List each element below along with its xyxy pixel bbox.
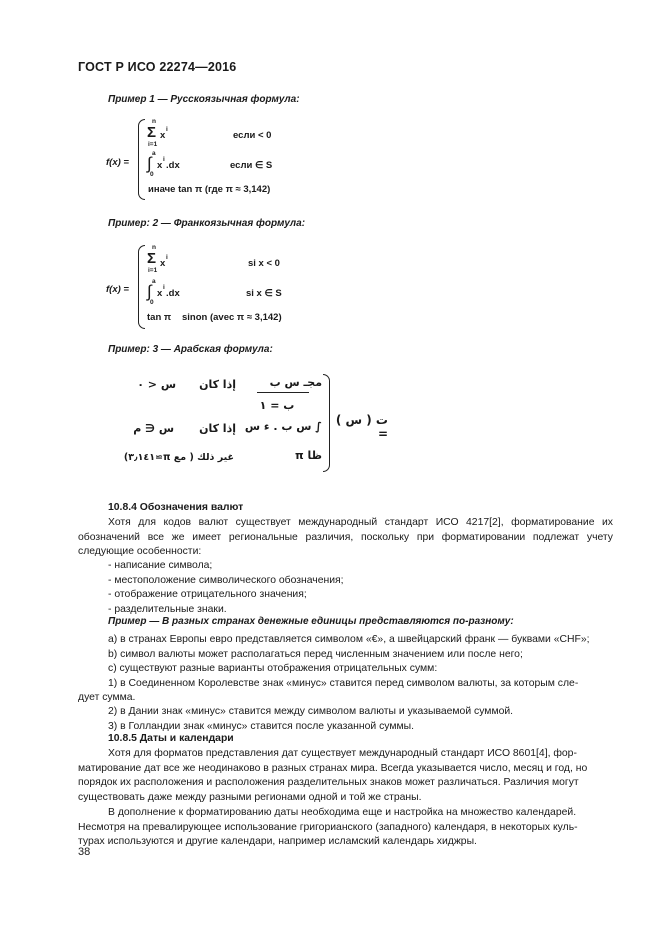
example3-r2-cond: إذا كان (199, 422, 236, 435)
section-1085-paragraph-2 (78, 806, 618, 850)
text-line: В дополнение к форматированию даты необходима еще и настройка на множество календарей. (108, 807, 577, 818)
example2-row3-sinon: sinon (avec π ≈ 3,142) (182, 312, 282, 323)
text-line: порядок их расположения и расположения разделительных знаков может различаться. Различия могут (78, 777, 579, 789)
example1-row1-expr: x (160, 130, 166, 141)
section-1085-title: 10.8.5 Даты и календари (108, 733, 234, 744)
example2-row2-cond: si x ∈ S (246, 288, 282, 299)
list-item: - местоположение символического обозначения; (108, 574, 344, 586)
example1-sum-symbol: Σ (147, 124, 157, 141)
example1-row2-cond: если ∈ S (230, 160, 273, 171)
example2-sum-bottom: i=1 (148, 267, 158, 274)
example3-r3-expr: ظا π (294, 449, 322, 462)
example1-row1-cond: если < 0 (233, 130, 272, 141)
section-1084-example: Пример — В разных странах денежные единицы представляются по-разному: (108, 616, 514, 627)
section-1084-title: 10.8.4 Обозначения валют (108, 502, 244, 513)
list-item: 1) в Соединенном Королевстве знак «минус» ставится перед символом валюты, за которым сле- (108, 677, 579, 689)
example2-row1-sup: i (166, 254, 168, 261)
example3-r1-rel: س < ٠ (137, 378, 176, 391)
list-item: b) символ валюты может располагаться перед численным значением или после него; (108, 648, 523, 660)
list-item-continued: дует сумма. (78, 692, 136, 703)
example2-row2-tail: .dx (166, 288, 180, 299)
example2-row3-tan: tan π (147, 312, 172, 323)
list-item: - написание символа; (108, 560, 213, 571)
example1-row2-sup: i (163, 156, 165, 163)
section-1085-paragraph-1 (78, 747, 618, 805)
text-line: Хотя для форматов представления дат существует международный стандарт ИСО 8601[4], фор- (108, 748, 577, 759)
example2-row1-expr: x (160, 258, 166, 269)
example3-r2-expr: ∫ س ب . ء س (244, 420, 322, 433)
example1-integral: ∫ (147, 154, 152, 173)
list-item: 3) в Голландии знак «минус» ставится после указанной суммы. (108, 720, 414, 732)
example3-r1-cond: إذا كان (199, 378, 236, 391)
list-item: - отображение отрицательного значения; (108, 589, 307, 601)
example1-int-bottom: 0 (150, 171, 154, 178)
example1-row2-tail: .dx (166, 160, 180, 171)
example2-fx: f(x) = (106, 284, 129, 295)
example3-caption: Пример: 3 — Арабская формула: (108, 344, 273, 355)
example3-lhs: ت ( س ) = (335, 413, 388, 441)
example1-sum-top: n (152, 118, 156, 125)
list-item: с) существуют разные варианты отображения отрицательных сумм: (108, 663, 438, 675)
example1-row2-expr: x (157, 160, 163, 171)
list-item: а) в странах Европы евро представляется символом «€», а швейцарский франк — буквами «CHF»; (108, 634, 590, 645)
example2-int-bottom: 0 (150, 299, 154, 306)
example2-sum-symbol: Σ (147, 250, 157, 267)
example1-caption: Пример 1 — Русскоязычная формула: (108, 94, 300, 105)
text-line: Несмотря на превалирующее использование григорианского (западного) календаря, в некоторых куль- (78, 821, 578, 833)
bullet-list (108, 559, 344, 617)
example1-row1-sup: i (166, 126, 168, 133)
list-item: - разделительные знаки. (108, 603, 227, 615)
example2-row1-cond: si x < 0 (248, 258, 280, 269)
text-line: матирование дат все же неодинаково в разных странах мира. Всегда указывается число, месяц и год, но (78, 762, 588, 774)
section-1084-intro: Хотя для кодов валют существует международный стандарт ИСО 4217[2], форматирование их обозначений все же имеет региональные различия, поскольку при форматировании подлежат учету следующие особенности: (78, 517, 613, 558)
example2-row2-expr: x (157, 288, 163, 299)
example1-int-top: a (152, 150, 156, 157)
example3-fraction-line (257, 392, 309, 393)
example1-brace (138, 119, 145, 200)
example1-fx: f(x) = (106, 157, 129, 168)
text-line: турах используются и другие календари, например исламский календарь хиджры. (78, 836, 477, 848)
document-header: ГОСТ Р ИСО 22274—2016 (78, 60, 237, 74)
currency-items (108, 633, 590, 691)
example3-r3-cond: غير ذلك ( مع π≃٣٫١٤١) (123, 452, 234, 463)
example3-r1-expr: مجـ س ب (269, 376, 322, 389)
currency-subitems (108, 705, 513, 734)
example2-int-top: a (152, 278, 156, 285)
example3-r1-sub: ب = ١ (259, 399, 295, 412)
example2-integral: ∫ (147, 282, 152, 301)
example2-row2-sup: i (163, 284, 165, 291)
example1-row3: иначе tan π (где π ≈ 3,142) (148, 184, 271, 195)
example2-sum-top: n (152, 244, 156, 251)
list-item: 2) в Дании знак «минус» ставится между символом валюты и указываемой суммой. (108, 706, 514, 717)
text-line: существовать даже между разными регионами одной и той же страны. (78, 791, 422, 803)
page-number: 38 (78, 846, 91, 858)
example3-r2-rel: س ∈ م (133, 422, 174, 435)
example2-brace (138, 245, 145, 329)
example3-brace (323, 374, 330, 472)
example1-sum-bottom: i=1 (148, 141, 158, 148)
example2-caption: Пример: 2 — Франкоязычная формула: (108, 218, 306, 229)
